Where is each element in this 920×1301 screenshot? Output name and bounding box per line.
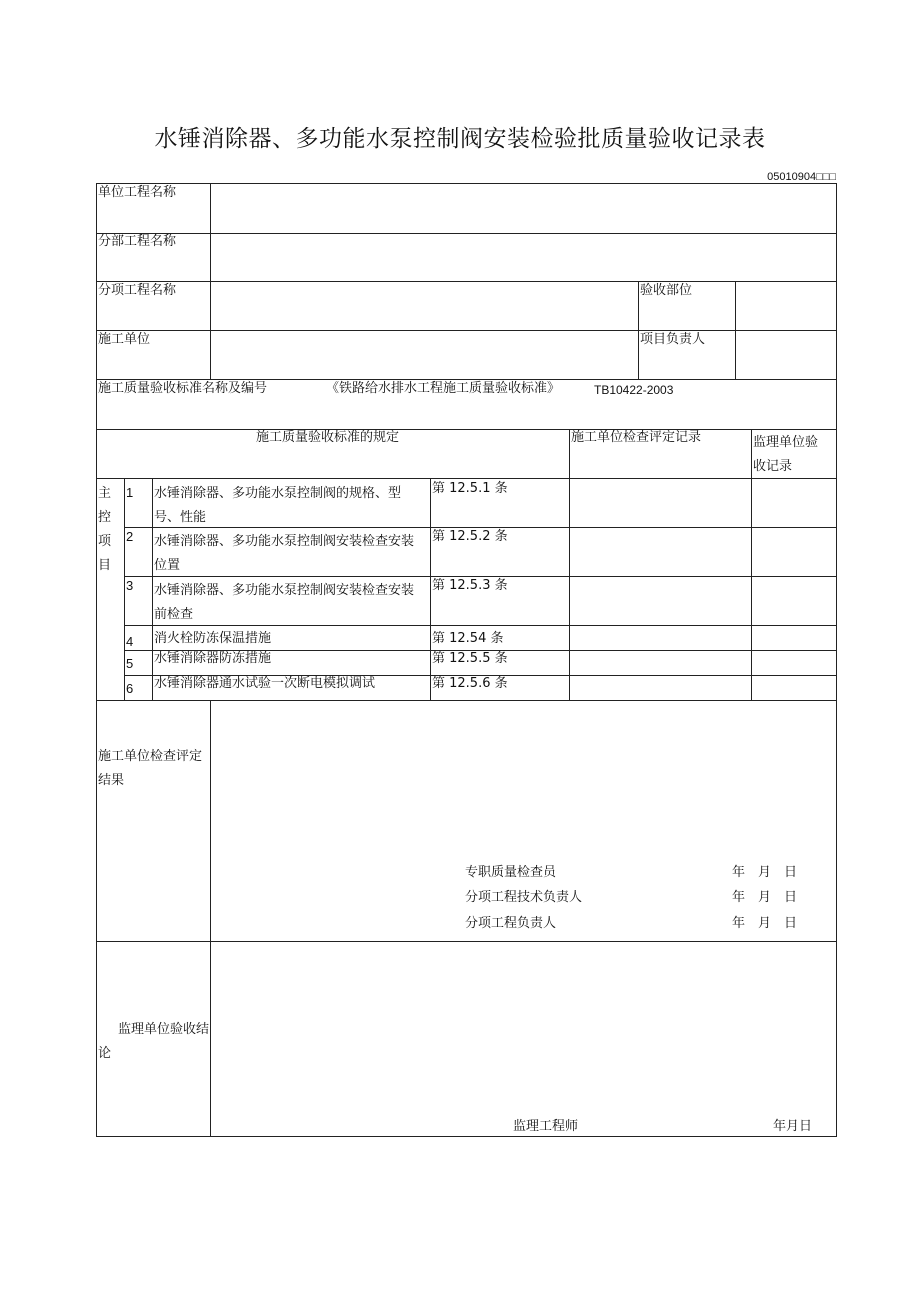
- signer-role: 分项工程技术负责人: [465, 890, 583, 905]
- item-clause: 第 12.5.6 条: [432, 676, 508, 691]
- item-name: 水锤消除器通水试验一次断电模拟调试: [154, 676, 376, 691]
- item-number: 3: [126, 578, 134, 593]
- item-number: 2: [126, 529, 134, 544]
- acceptance-part-label: 验收部位: [640, 283, 693, 298]
- col-divider: [735, 281, 736, 380]
- signer-role: 分项工程负责人: [465, 916, 557, 931]
- unit-project-label: 单位工程名称: [98, 185, 177, 200]
- item-name: 水锤消除器、多功能水泵控制阀安装检查安装位置: [154, 534, 415, 573]
- col-divider: [569, 429, 570, 701]
- supervision-date: 年月日: [773, 1119, 813, 1134]
- item-clause: 第 12.5.2 条: [432, 529, 508, 544]
- signer-date: 年 月 日: [732, 865, 798, 880]
- row-divider: [96, 281, 836, 282]
- supervision-engineer: 监理工程师: [513, 1119, 579, 1134]
- item-number: 4: [126, 634, 134, 649]
- row-divider: [96, 941, 836, 942]
- supervision-record-column-header: 监理单位验收记录: [753, 435, 819, 474]
- table-border-left: [96, 183, 97, 1137]
- item-name: 水锤消除器、多功能水泵控制阀的规格、型号、性能: [154, 486, 402, 525]
- col-divider: [124, 478, 125, 701]
- item-clause: 第 12.5.1 条: [432, 481, 508, 496]
- col-divider: [210, 183, 211, 380]
- construction-unit-label: 施工单位: [98, 332, 151, 347]
- item-clause: 第 12.54 条: [432, 631, 504, 646]
- col-divider: [430, 478, 431, 701]
- item-name: 消火栓防冻保温措施: [154, 631, 272, 646]
- item-name: 水锤消除器防冻措施: [154, 651, 272, 666]
- main-control-label: [98, 482, 118, 578]
- row-divider: [96, 330, 836, 331]
- table-border-bottom: [96, 1136, 837, 1137]
- provisions-column-header: 施工质量验收标准的规定: [256, 430, 400, 445]
- main-control-label-char: 目: [98, 558, 112, 573]
- signer-date: 年 月 日: [732, 890, 798, 905]
- construction-result-label: 施工单位检查评定结果: [98, 749, 203, 788]
- standard-name: 《铁路给水排水工程施工质量验收标准》: [326, 381, 561, 396]
- item-number: 1: [126, 485, 134, 500]
- row-divider: [96, 233, 836, 234]
- main-control-label-char: 控: [98, 510, 112, 525]
- table-border-right: [836, 183, 837, 1137]
- table-border-top: [96, 183, 836, 184]
- signer-date: 年 月 日: [732, 916, 798, 931]
- division-project-label: 分部工程名称: [98, 234, 177, 249]
- row-divider: [96, 429, 836, 430]
- project-leader-label: 项目负责人: [640, 332, 706, 347]
- row-divider: [96, 700, 836, 701]
- standard-code: TB10422-2003: [594, 383, 674, 397]
- item-number: 6: [126, 681, 134, 696]
- form-code: 05010904□□□: [767, 171, 836, 183]
- item-clause: 第 12.5.5 条: [432, 651, 508, 666]
- item-name: 水锤消除器、多功能水泵控制阀安装检查安装前检查: [154, 583, 415, 622]
- form-title: 水锤消除器、多功能水泵控制阀安装检验批质量验收记录表: [154, 126, 766, 152]
- item-clause: 第 12.5.3 条: [432, 578, 508, 593]
- col-divider: [152, 478, 153, 701]
- construction-record-column-header: 施工单位检查评定记录: [571, 430, 702, 445]
- subitem-project-label: 分项工程名称: [98, 283, 177, 298]
- item-number: 5: [126, 656, 134, 671]
- signer-role: 专职质量检查员: [465, 865, 557, 880]
- main-control-label-char: 项: [98, 534, 112, 549]
- standard-label: 施工质量验收标准名称及编号: [98, 381, 268, 396]
- supervision-conclusion-label: 监理单位验收结论: [98, 1022, 210, 1061]
- col-divider: [210, 700, 211, 1137]
- col-divider: [638, 281, 639, 380]
- col-divider: [751, 429, 752, 701]
- main-control-label-char: 主: [98, 486, 112, 501]
